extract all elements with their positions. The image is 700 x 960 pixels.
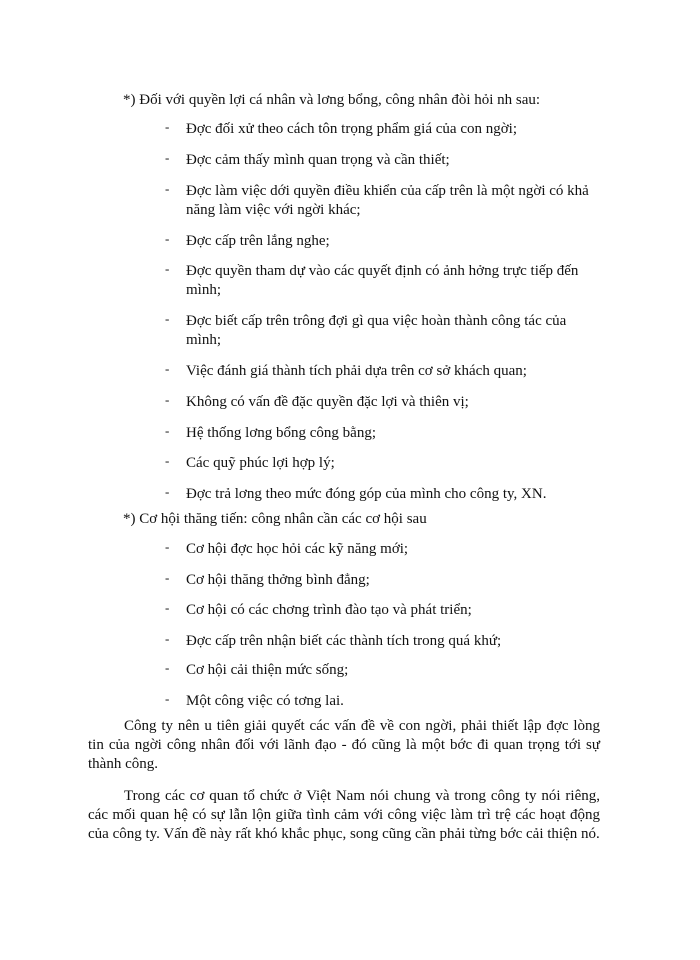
list-item — [165, 660, 598, 680]
bullet-dash: - — [165, 453, 170, 468]
paragraph-text: Công ty nên u tiên giải quyết các vấn đề về con ngời, phải thiết lập đợc lòng tin của ngời công nhân đối với lãnh đạo - đó cũng là một bớc đi quan trọng tới sự thành công. — [88, 718, 600, 772]
list-item-text: Cơ hội cải thiện mức sống; — [186, 662, 349, 678]
list-item — [165, 150, 598, 170]
list-item — [165, 181, 598, 220]
bullet-dash: - — [165, 181, 170, 196]
list-item — [165, 453, 598, 473]
bullet-dash: - — [165, 311, 170, 326]
list-item — [165, 119, 598, 139]
bullet-dash: - — [165, 231, 170, 246]
body-paragraph — [88, 787, 600, 844]
list-item-text: Cơ hội có các chơng trình đào tạo và phát triển; — [186, 602, 472, 618]
list-item-text: Đợc cấp trên nhận biết các thành tích trong quá khứ; — [186, 633, 502, 649]
section-heading-personal-benefits: *) Đối với quyền lợi cá nhân và lơng bổng, công nhân đòi hỏi nh sau: — [123, 92, 541, 108]
list-item-text: Đợc đối xử theo cách tôn trọng phẩm giá của con ngời; — [186, 121, 517, 137]
list-item — [165, 691, 598, 711]
bullet-dash: - — [165, 539, 170, 554]
list-item-text: Đợc cảm thấy mình quan trọng và cần thiết; — [186, 152, 450, 168]
bullet-dash: - — [165, 261, 170, 276]
list-item — [165, 392, 598, 412]
bullet-dash: - — [165, 361, 170, 376]
bullet-dash: - — [165, 570, 170, 585]
list-item-text: Một công việc có tơng lai. — [186, 693, 344, 709]
bullet-dash: - — [165, 691, 170, 706]
list-item-text: Cơ hội đợc học hỏi các kỹ năng mới; — [186, 541, 409, 557]
body-paragraph — [88, 717, 600, 774]
list-item — [165, 631, 598, 651]
list-item-text: Đợc cấp trên lắng nghe; — [186, 233, 330, 249]
list-item-text: Đợc quyền tham dự vào các quyết định có ảnh hởng trực tiếp đến mình; — [186, 263, 579, 298]
list-item — [165, 484, 598, 504]
bullet-dash: - — [165, 150, 170, 165]
bullet-dash: - — [165, 484, 170, 499]
bullet-dash: - — [165, 660, 170, 675]
list-item — [165, 361, 598, 381]
list-item-text: Việc đánh giá thành tích phải dựa trên cơ sở khách quan; — [186, 363, 527, 379]
list-item-text: Đợc biết cấp trên trông đợi gì qua việc hoàn thành công tác của mình; — [186, 313, 567, 348]
bullet-dash: - — [165, 392, 170, 407]
list-item-text: Không có vấn đề đặc quyền đặc lợi và thiên vị; — [186, 394, 469, 410]
section-heading-promotion: *) Cơ hội thăng tiến: công nhân cần các cơ hội sau — [123, 511, 427, 527]
list-item — [165, 600, 598, 620]
list-item-text: Hệ thống lơng bổng công bằng; — [186, 425, 376, 441]
list-item — [165, 539, 598, 559]
list-item — [165, 231, 598, 251]
bullet-dash: - — [165, 119, 170, 134]
list-item — [165, 570, 598, 590]
list-item-text: Cơ hội thăng thởng bình đẳng; — [186, 572, 370, 588]
list-item — [165, 423, 598, 443]
list-item — [165, 261, 598, 300]
paragraph-text: Trong các cơ quan tổ chức ở Việt Nam nói chung và trong công ty nói riêng, các mối quan hệ có sự lẫn lộn giữa tình cảm với công việc làm trì trệ các hoạt động của công ty. Vấn đề này rất khó khắc phục, song cũng cần phải từng bớc cải thiện nó. — [88, 788, 600, 842]
list-item-text: Đợc trả lơng theo mức đóng góp của mình cho công ty, XN. — [186, 486, 547, 502]
bullet-dash: - — [165, 600, 170, 615]
bullet-dash: - — [165, 423, 170, 438]
list-item — [165, 311, 598, 350]
bullet-dash: - — [165, 631, 170, 646]
list-item-text: Đợc làm việc dới quyền điều khiển của cấp trên là một ngời có khả năng làm việc với ngời khác; — [186, 183, 589, 218]
list-item-text: Các quỹ phúc lợi hợp lý; — [186, 455, 335, 471]
